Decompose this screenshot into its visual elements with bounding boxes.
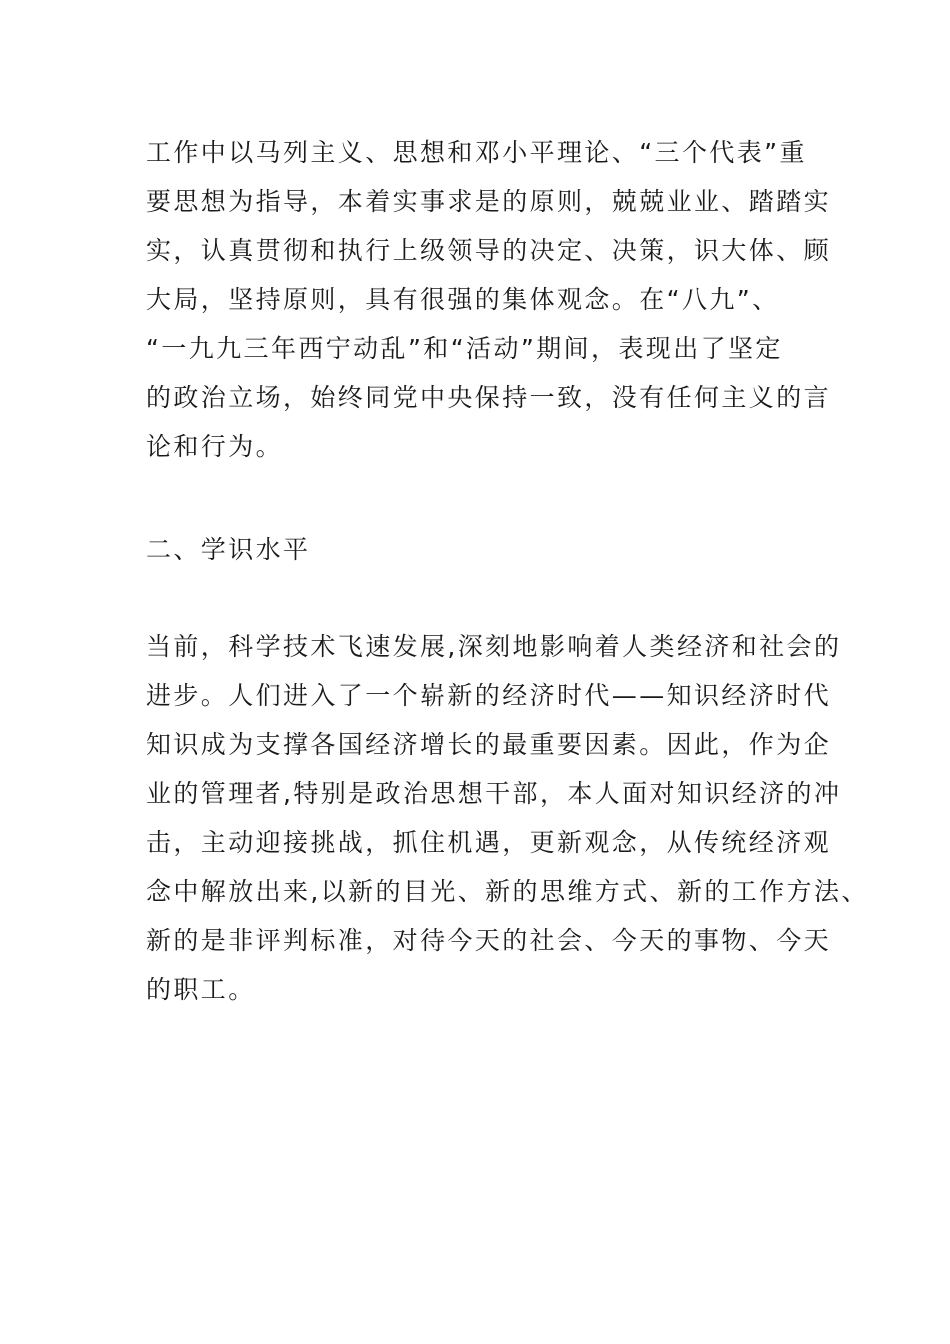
text-line: 论和行为。 <box>146 432 284 461</box>
text-line: 知识成为支撑各国经济增长的最重要因素。因此，作为企 <box>146 730 832 759</box>
paragraph-knowledge-level <box>146 622 869 1014</box>
text-line: 当前，科学技术飞速发展,深刻地影响着人类经济和社会的 <box>146 632 842 661</box>
text-line: 念中解放出来,以新的目光、新的思维方式、新的工作方法、 <box>146 877 869 906</box>
text-line: 大局，坚持原则，具有很强的集体观念。在“八九”、 <box>146 285 780 314</box>
text-line: 击，主动迎接挑战，抓住机遇，更新观念，从传统经济观 <box>146 828 832 857</box>
text-line: 的职工。 <box>146 975 256 1004</box>
text-line: 新的是非评判标准，对待今天的社会、今天的事物、今天 <box>146 926 832 955</box>
text-line: 进步。人们进入了一个崭新的经济时代——知识经济时代 <box>146 681 832 710</box>
text-line: 业的管理者,特别是政治思想干部，本人面对知识经济的冲 <box>146 779 842 808</box>
section-heading: 二、学识水平 <box>146 535 311 564</box>
text-line: 工作中以马列主义、思想和邓小平理论、“三个代表”重 <box>146 138 807 167</box>
text-line: 实，认真贯彻和执行上级领导的决定、决策，识大体、顾 <box>146 236 832 265</box>
text-line: “一九九三年西宁动乱”和“活动”期间，表现出了坚定 <box>146 334 783 363</box>
paragraph-political-stance <box>146 128 831 471</box>
text-line: 的政治立场，始终同党中央保持一致，没有任何主义的言 <box>146 383 832 412</box>
text-line: 要思想为指导，本着实事求是的原则，兢兢业业、踏踏实 <box>146 187 832 216</box>
